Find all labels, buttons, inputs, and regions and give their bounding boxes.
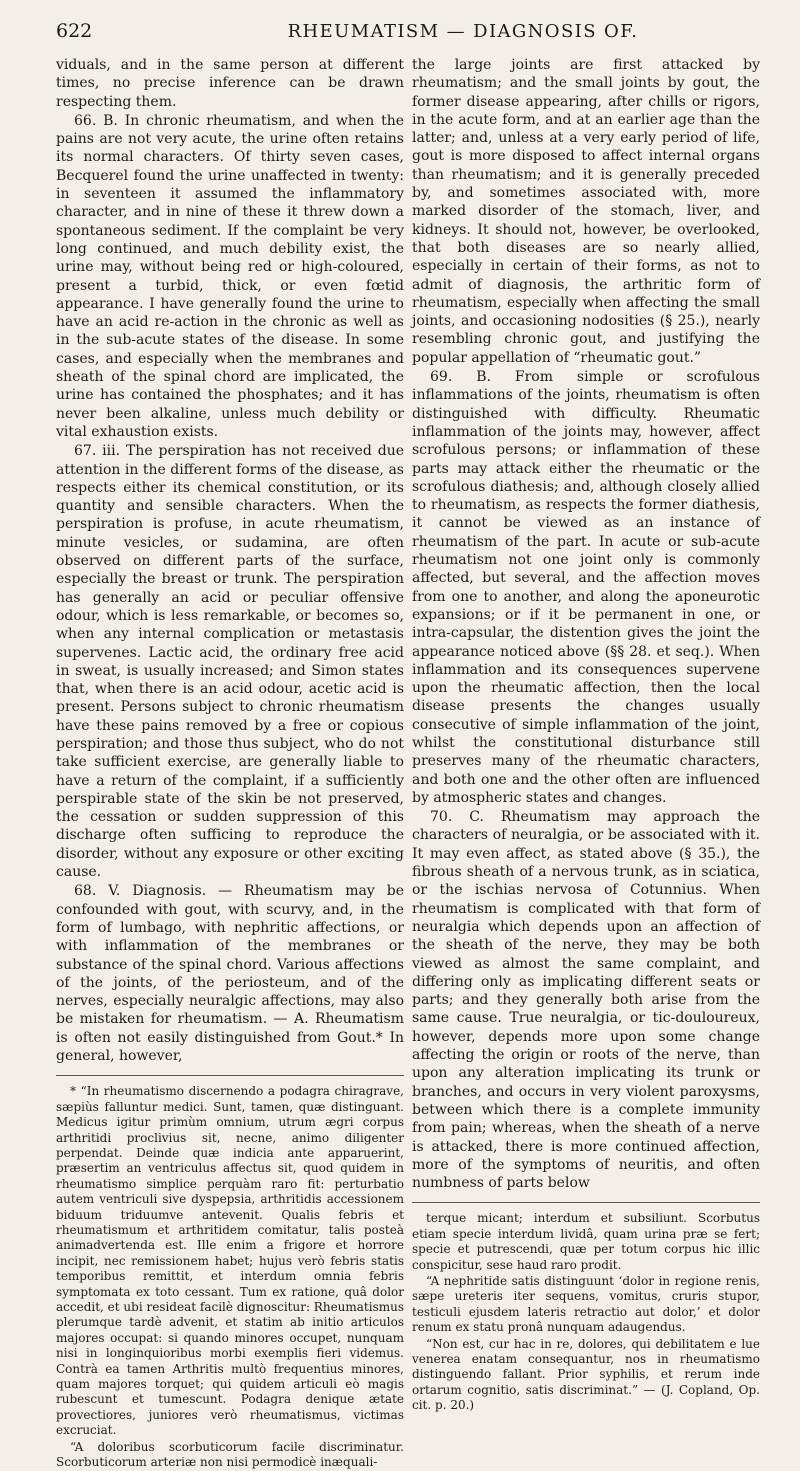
right-column	[412, 56, 760, 1471]
running-title: RHEUMATISM — DIAGNOSIS OF.	[287, 21, 639, 42]
footnote: “A doloribus scorbuticorum facile discriminatur. Scorbuticorum arteriæ non nisi permodicè inæquali-	[56, 1439, 404, 1470]
footnote-rule	[56, 1075, 404, 1076]
footnote: “Non est, cur hac in re, dolores, qui debilitatem e lue venerea enatam consequantur, nos in rheumatismo distinguendo fallant. Prior syphilis, et rerum inde ortarum cognitio, satis discriminat.” — (J. Copland, Op. cit. p. 20.)	[412, 1336, 760, 1413]
paragraph: 66. B. In chronic rheumatism, and when the pains are not very acute, the urine often retains its normal characters. Of thirty seven cases, Becquerel found the urine unaffected in twenty: in seventeen it assumed the inflammatory character, and in nine of these it threw down a spontaneous sediment. If the complaint be very long continued, and much debility exist, the urine may, without being red or high-coloured, present a turbid, thick, or even fœtid appearance. I have generally found the urine to have an acid re-action in the chronic as well as in the sub-acute states of the disease. In some cases, and especially when the membranes and sheath of the spinal chord are implicated, the urine has contained the phosphates; and it has never been alkaline, unless much debility or vital exhaustion exists.	[56, 112, 404, 440]
paragraph: 69. B. From simple or scrofulous inflammations of the joints, rheumatism is often distinguished with difficulty. Rheumatic inflammation of the joints may, however, affect scrofulous persons; or inflammation of these parts may attack either the rheumatic or the scrofulous diathesis; and, although closely allied to rheumatism, as respects the former diathesis, it cannot be viewed as an instance of rheumatism of the part. In acute or sub-acute rheumatism not one joint only is commonly affected, but several, and the affection moves from one to another, and along the aponeurotic expansions; or if it be permanent in one, or intra-capsular, the distention gives the joint the appearance noticed above (§§ 28. et seq.). When inflammation and its consequences supervene upon the rheumatic affection, then the local disease presents the changes usually consecutive of simple inflammation of the joint, whilst the constitutional disturbance still preserves many of the rheumatic characters, and both one and the other often are influenced by atmospheric states and changes.	[412, 369, 760, 806]
paragraph: the large joints are first attacked by rheumatism; and the small joints by gout, the former disease appearing, after chills or rigors, in the acute form, and at an earlier age than the latter; and, unless at a very early period of life, gout is more disposed to affect internal organs than rheumatism; and it is generally preceded by, and sometimes associated with, more marked disorder of the stomach, liver, and kidneys. It should not, however, be overlooked, that both diseases are so nearly allied, especially in certain of their forms, as not to admit of diagnosis, the arthritic form of rheumatism, especially when affecting the small joints, and occasioning nodosities (§ 25.), nearly resembling chronic gout, and justifying the popular appellation of “rheumatic gout.”	[412, 57, 760, 366]
footnote: terque micant; interdum et subsiliunt. Scorbutus etiam specie interdum lividâ, quam urina præ se fert; specie et putrescendi, quæ per totum corpus hic illic conspicitur, sese haud raro prodit.	[412, 1211, 760, 1272]
footnote: * “In rheumatismo discernendo a podagra chiragrave, sæpiùs falluntur medici. Sunt, tamen, quæ distinguant. Medicus igitur primùm omnium, utrum ægri corpus arthritidi proclivius sit, necne, animo diligenter perpendat. Deinde quæ indicia ante apparuerint, præsertim an ventriculus affectus sit, quod quidem in rheumatismo simplice perquàm raro fit: perturbatio autem ventriculi sive dyspepsia, arthritidis accessionem biduum triduumve antevenit. Qualis febris et rheumatismum et arthritidem comitatur, talis posteà animadvertenda est. Ille enim a frigore et horrore incipit, nec remissionem habet; hujus verò febris statis temporibus remittit, et interdum omnia febris symptomata ex toto cessant. Tum ex ratione, quâ dolor accedit, et ubi resideat facilè dignoscitur: Rheumatismus plerumque tardè advenit, et statim ab initio articulos majores occupat: si quando minores occupet, nunquam nisi in longinquioribus morbi exemplis fieri videmus. Contrà ea tamen Arthritis multò frequentius minores, quam majores torquet; qui quidem articuli eò magis rubescunt et tumescunt. Podagra denique ætate provectiores, juniores verò rheumatismus, victimas excruciat.	[56, 1084, 405, 1438]
page-number: 622	[56, 20, 93, 42]
paragraph: 70. C. Rheumatism may approach the characters of neuralgia, or be associated with it. It may even affect, as stated above (§ 35.), the fibrous sheath of a nervous trunk, as in sciatica, or the ischias nervosa of Cotunnius. When rheumatism is complicated with that form of neuralgia which depends upon an affection of the sheath of the nerve, they may be both viewed as almost the same complaint, and differing only as implicating different seats or parts; and they generally both arise from the same cause. True neuralgia, or tic-douloureux, however, depends more upon some change affecting the origin or roots of the nerve, than upon any alteration implicating its trunk or branches, and occurs in very violent paroxysms, between which there is a complete immunity from pain; whereas, when the sheath of a nerve is attacked, there is more continued affection, more of the symptoms of neuritis, and often numbness of parts below	[412, 809, 760, 1192]
two-column-body	[56, 56, 760, 1471]
paragraph: viduals, and in the same person at different times, no precise inference can be drawn respecting them.	[56, 57, 404, 110]
page-header	[56, 20, 760, 54]
footnote: “A nephritide satis distinguunt ‘dolor in regione renis, sæpe ureteris iter sequens, vomitus, cruris stupor, testiculi ejusdem lateris retractio aut dolor,’ et dolor renum ex statu pronâ nunquam adaugendus.	[412, 1274, 760, 1335]
paragraph: 68. V. Diagnosis. — Rheumatism may be confounded with gout, with scurvy, and, in the form of lumbago, with nephritic affections, or with inflammation of the membranes or substance of the spinal chord. Various affections of the joints, of the periosteum, and of the nerves, especially neuralgic affections, may also be mistaken for rheumatism. — A. Rheumatism is often not easily distinguished from Gout.* In general, however,	[56, 883, 404, 1065]
paragraph: 67. iii. The perspiration has not received due attention in the different forms of the disease, as respects either its chemical constitution, or its quantity and sensible characters. When the perspiration is profuse, in acute rheumatism, minute vesicles, or sudamina, are often observed on different parts of the surface, especially the breast or trunk. The perspiration has generally an acid or peculiar offensive odour, which is less remarkable, or becomes so, when any internal complication or metastasis supervenes. Lactic acid, the ordinary free acid in sweat, is usually increased; and Simon states that, when there is an acid odour, acetic acid is present. Persons subject to chronic rheumatism have these pains removed by a free or copious perspiration; and those thus subject, who do not take sufficient exercise, are generally liable to have a return of the complaint, if a sufficiently perspirable state of the skin be not preserved, the cessation or sudden suppression of this discharge often sufficing to reproduce the disorder, without any exposure or other exciting cause.	[56, 443, 404, 881]
footnote-rule	[412, 1202, 760, 1203]
left-column	[56, 56, 404, 1471]
